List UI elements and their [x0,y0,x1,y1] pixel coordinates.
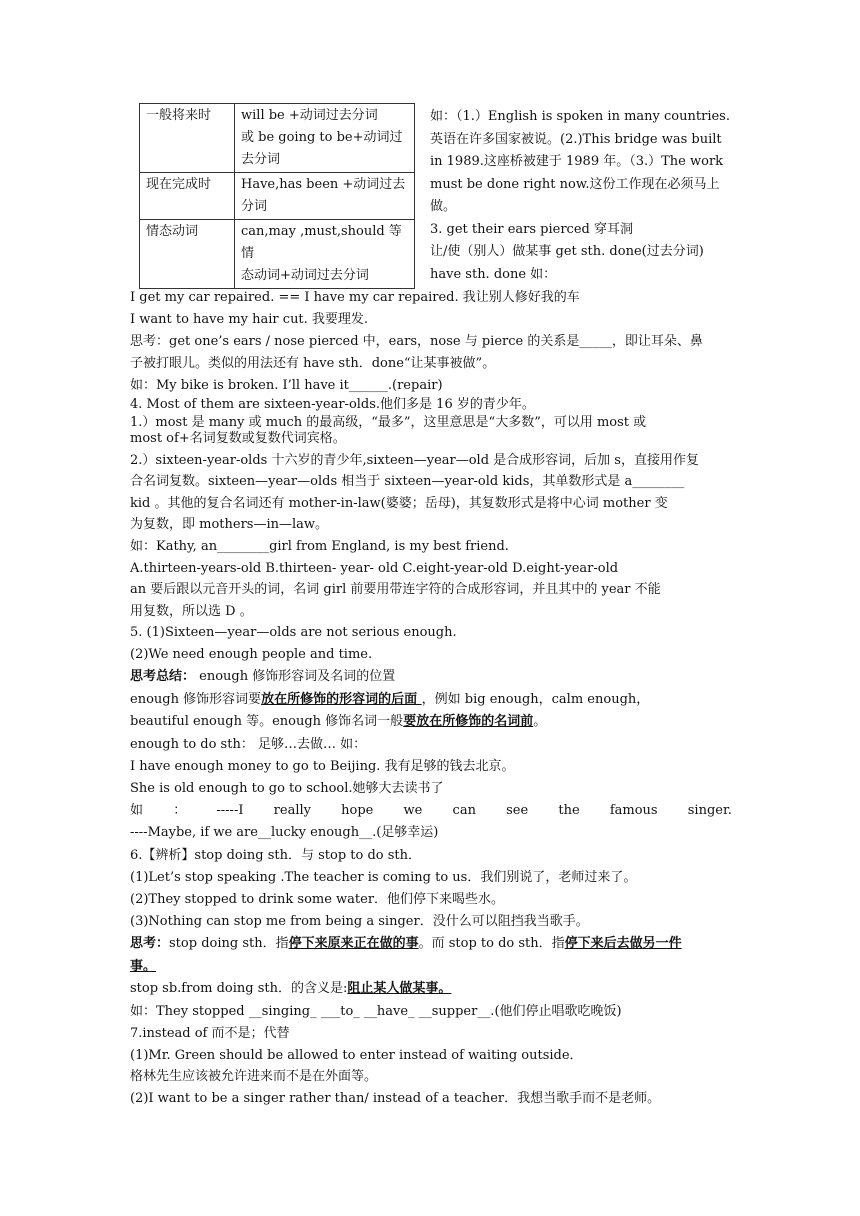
tense-cell: 一般将来时 [140,104,235,173]
text-span: stop sb.from doing sth．的含义是: [130,981,348,996]
word: 如 [130,803,144,818]
tense-cell: 情态动词 [140,220,235,289]
word: the [558,803,580,818]
summary-line-1 [130,689,732,711]
text-line: 让/使（别人）做某事 get sth. done(过去分词) [430,244,704,259]
passive-voice-table [139,103,415,289]
tense-cell: 现在完成时 [140,173,235,220]
summary-title: 思考总结： [130,669,196,684]
text-line: an 要后跟以元音开头的词，名词 girl 前要用带连字符的合成形容词，并且其中的 year 不能 [130,582,661,597]
text-line: 做。 [430,199,457,214]
text-line: 如：（1.）English is spoken in many countries. [430,109,730,124]
word: hope [341,803,374,818]
word: can [452,803,476,818]
text-span: 。 [533,714,547,729]
text-line: 4. Most of them are sixteen-year-olds.他们多是 16 岁的青少年。 [130,397,535,412]
underlined-key-point: 要放在所修饰的名词前 [403,714,534,729]
text-line: She is old enough to go to school.她够大去读书了 [130,781,444,796]
text-line: 用复数，所以选 D 。 [130,604,253,619]
underlined-key-point: 阻止某人做某事。 [347,981,452,996]
text-line: I want to have my hair cut. 我要理发. [130,312,369,327]
text-line: 3. get their ears pierced 穿耳洞 [430,221,633,237]
text-span: enough 修饰形容词要 [130,692,262,707]
underlined-key-point: 事。 [130,959,157,974]
underlined-key-point: 停下来原来正在做的事 [288,936,419,951]
text-line: (1)Let’s stop speaking .The teacher is coming to us．我们别说了，老师过来了。 [130,870,637,885]
text-line: have sth. done 如： [430,266,557,282]
text-line: (2)They stopped to drink some water．他们停下来喝些水。 [130,892,505,907]
text-line: ----Maybe, if we are__lucky enough__.(足够幸运) [130,825,439,840]
word: famous [609,803,658,818]
word: really [273,803,311,818]
text-line: (3)Nothing can stop me from being a singer．没什么可以阻挡我当歌手。 [130,914,589,929]
table-row [140,220,415,289]
text-line: 5. (1)Sixteen—year—olds are not serious enough. [130,625,457,640]
text-span: ，例如 big enough，calm enough， [421,692,650,707]
summary-heading [130,666,732,688]
underlined-key-point: 放在所修饰的形容词的后面 [261,692,422,707]
text-line: 合名词复数。sixteen—year—olds 相当于 sixteen—year-old kids，其单数形式是 a________ [130,474,685,489]
word: we [403,803,423,818]
text-line: I get my car repaired. == I have my car repaired. 我让别人修好我的车 [130,290,580,305]
form-line: Have,has been +动词过去 [241,177,406,192]
text-line: most of+名词复数或复数代词宾格。 [130,431,346,446]
table-row [140,104,415,173]
text-line: 如：Kathy, an________girl from England, is my best friend. [130,539,509,554]
text-line: kid 。其他的复合名词还有 mother-in-law(婆婆；岳母)，其复数形式是将中心词 mother 变 [130,496,668,511]
text-line: (1)Mr. Green should be allowed to enter instead of waiting outside． [130,1048,583,1063]
table-row [140,173,415,220]
form-cell [235,173,415,220]
summary-line-2 [130,711,732,733]
text-line: enough to do sth： 足够…去做… 如： [130,737,367,752]
text-line: in 1989.这座桥被建于 1989 年。（3.）The work [430,154,724,169]
text-line: 1.）most 是 many 或 much 的最高级，“最多”，这里意思是“大多数”，可以用 most 或 [130,415,647,430]
form-cell [235,104,415,173]
text-span: 。而 stop to do sth．指 [418,936,565,951]
think-line-2 [130,956,732,978]
form-line: can,may ,must,should 等情 [241,224,402,261]
form-cell [235,220,415,289]
text-line: 子被打眼儿。类似的用法还有 have sth．done“让某事被做”。 [130,356,496,371]
text-line: 如：My bike is broken. I’ll have it______.(repair) [130,378,443,393]
text-line: (2)I want to be a singer rather than/ instead of a teacher．我想当歌手而不是老师。 [130,1091,661,1106]
text-line: 格林先生应该被允许进来而不是在外面等。 [130,1069,378,1084]
think-line-3 [130,978,732,1000]
text-line: 7.instead of 而不是；代替 [130,1026,290,1041]
think-line-1 [130,933,732,955]
word: ： [173,803,187,818]
word: -----I [216,803,244,818]
text-line: (2)We need enough people and time. [130,647,373,662]
word: see [506,803,529,818]
text-line: 英语在许多国家被说。(2.)This bridge was built [430,131,722,147]
text-line: 为复数，即 mothers—in—law。 [130,517,329,532]
form-line: will be +动词过去分词 [241,108,378,123]
underlined-key-point: 停下来后去做另一件 [564,936,682,951]
text-line: I have enough money to go to Beijing. 我有足够的钱去北京。 [130,759,515,774]
form-line: 分词 [241,199,268,214]
form-line: 去分词 [241,152,281,167]
text-line: 6.【辨析】stop doing sth．与 stop to do sth． [130,848,422,863]
text-span: stop doing sth．指 [169,936,289,951]
justified-example-line [130,800,732,822]
summary-subtitle: enough 修饰形容词及名词的位置 [195,669,396,684]
text-span: beautiful enough 等。enough 修饰名词一般 [130,714,404,729]
form-line: 态动词+动词过去分词 [241,268,369,283]
word: singer. [687,803,732,818]
text-line: 思考：get one’s ears / nose pierced 中，ears，nose 与 pierce 的关系是_____，即让耳朵、鼻 [130,334,703,349]
text-line: 如：They stopped __singing_ ___to_ __have_ __supper__.(他们停止唱歌吃晚饭) [130,1004,622,1019]
form-line: 或 be going to be+动词过 [241,130,403,145]
text-line: must be done right now.这份工作现在必须马上 [430,176,720,192]
text-line: 2.）sixteen-year-olds 十六岁的青少年,sixteen—year—old 是合成形容词，后加 s，直接用作复 [130,453,699,468]
text-span: 思考： [130,936,170,951]
examples-side-column [430,106,732,286]
text-line: A.thirteen-years-old B.thirteen- year- old C.eight-year-old D.eight-year-old [130,561,619,576]
